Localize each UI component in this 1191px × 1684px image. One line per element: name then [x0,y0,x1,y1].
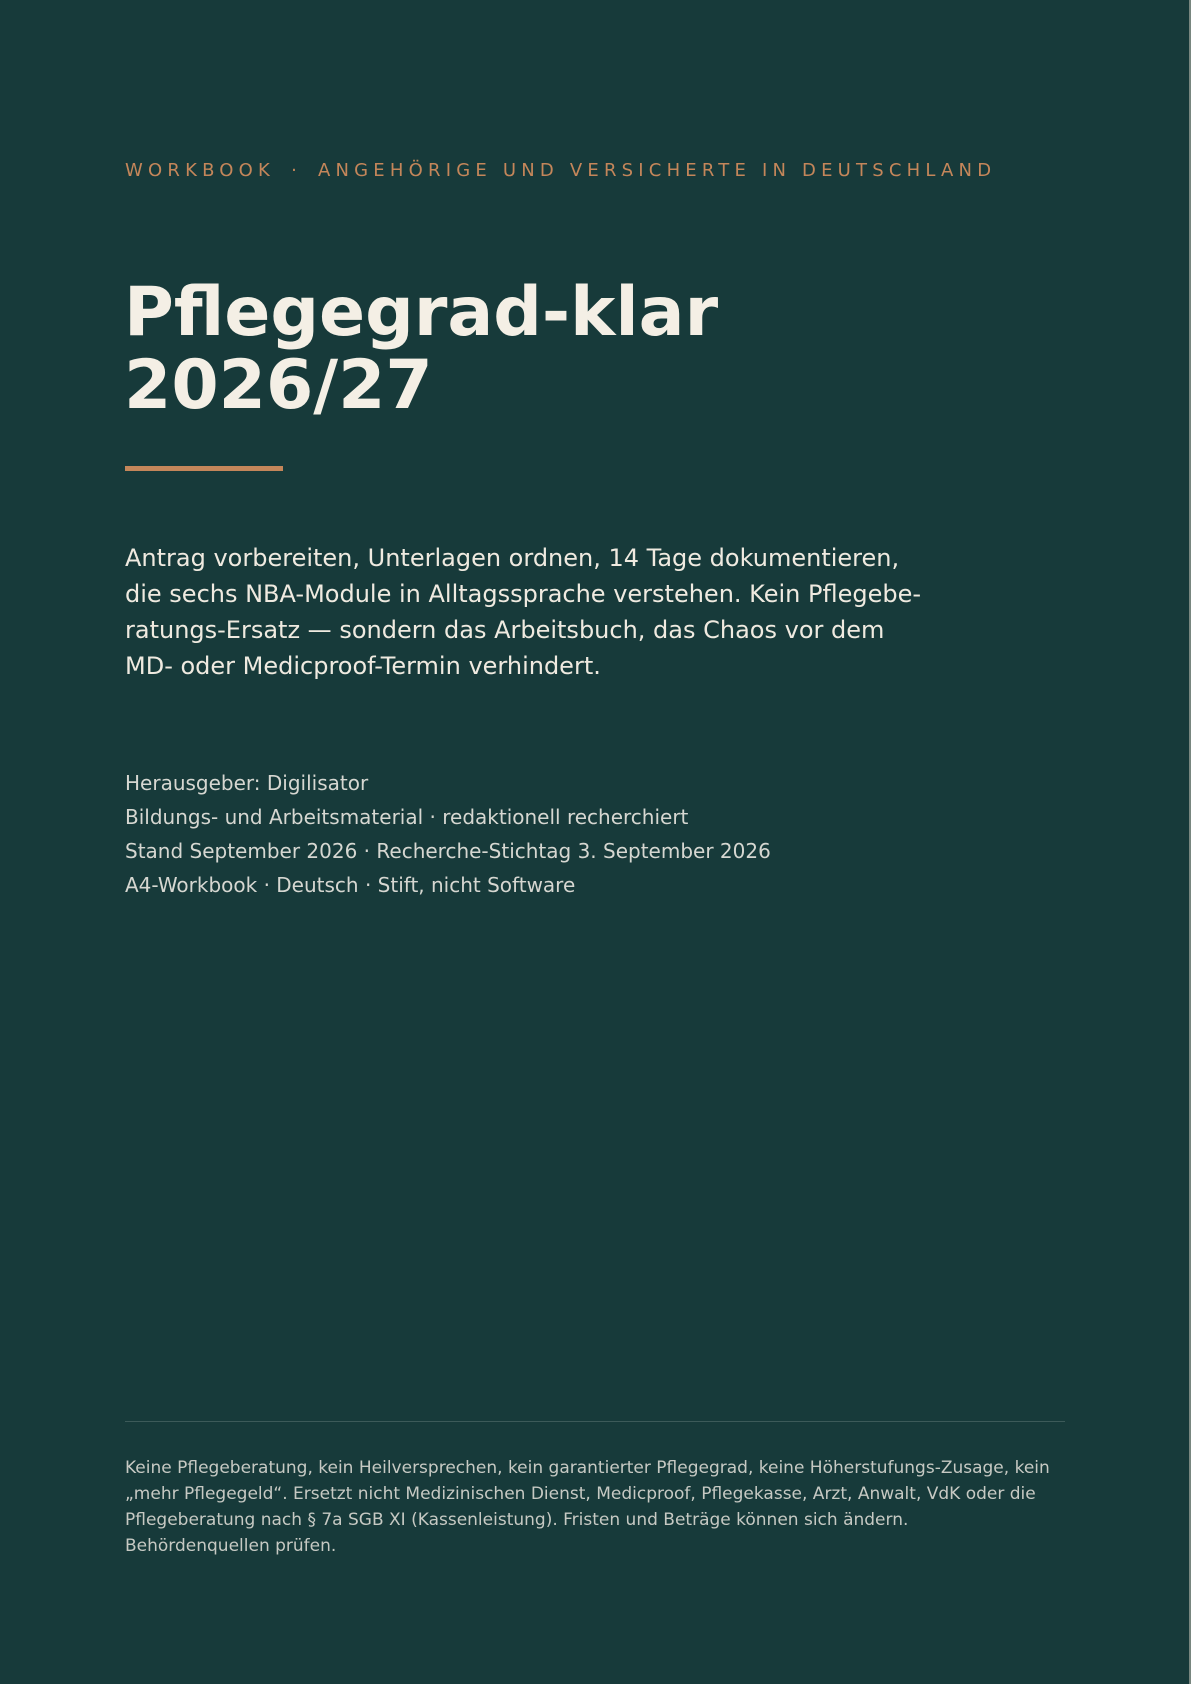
footer-divider [125,1421,1065,1422]
meta-edition-date: Stand September 2026 · Recherche-Stichtag 3. September 2026 [125,839,771,863]
disclaimer-line: Keine Pflegeberatung, kein Heilversprechen, kein garantierter Pflegegrad, keine Höherstufungs-Zusage, kein [125,1458,1050,1478]
publication-meta [125,766,771,902]
meta-material-type: Bildungs- und Arbeitsmaterial · redaktionell recherchiert [125,805,689,829]
lead-line: ratungs-Ersatz — sondern das Arbeitsbuch, das Chaos vor dem [125,616,885,644]
eyebrow-part-audience: ANGEHÖRIGE UND VERSICHERTE IN DEUTSCHLAND [317,160,997,181]
lead-line: MD- oder Medicproof-Termin verhindert. [125,652,601,680]
meta-publisher: Herausgeber: Digilisator [125,771,369,795]
meta-format: A4-Workbook · Deutsch · Stift, nicht Software [125,873,576,897]
eyebrow-part-workbook: WORKBOOK [125,160,276,181]
accent-rule [125,466,283,471]
lead-line: Antrag vorbereiten, Unterlagen ordnen, 14 Tage dokumentieren, [125,544,900,572]
disclaimer-line: Pflegeberatung nach § 7a SGB XI (Kassenleistung). Fristen und Beträge können sich ändern. [125,1510,909,1530]
eyebrow-label [125,160,996,182]
title-line-1: Pflegegrad-klar [124,273,719,352]
page-title [124,273,719,425]
disclaimer [125,1455,1050,1559]
disclaimer-line: „mehr Pflegegeld“. Ersetzt nicht Medizinischen Dienst, Medicproof, Pflegekasse, Arzt, Anwalt, VdK oder die [125,1484,1036,1504]
lead-line: die sechs NBA-Module in Alltagssprache verstehen. Kein Pflegebe- [125,580,921,608]
lead-paragraph [125,540,921,684]
title-line-2: 2026/27 [124,346,433,425]
disclaimer-line: Behördenquellen prüfen. [125,1536,337,1556]
eyebrow-separator: · [291,160,302,181]
